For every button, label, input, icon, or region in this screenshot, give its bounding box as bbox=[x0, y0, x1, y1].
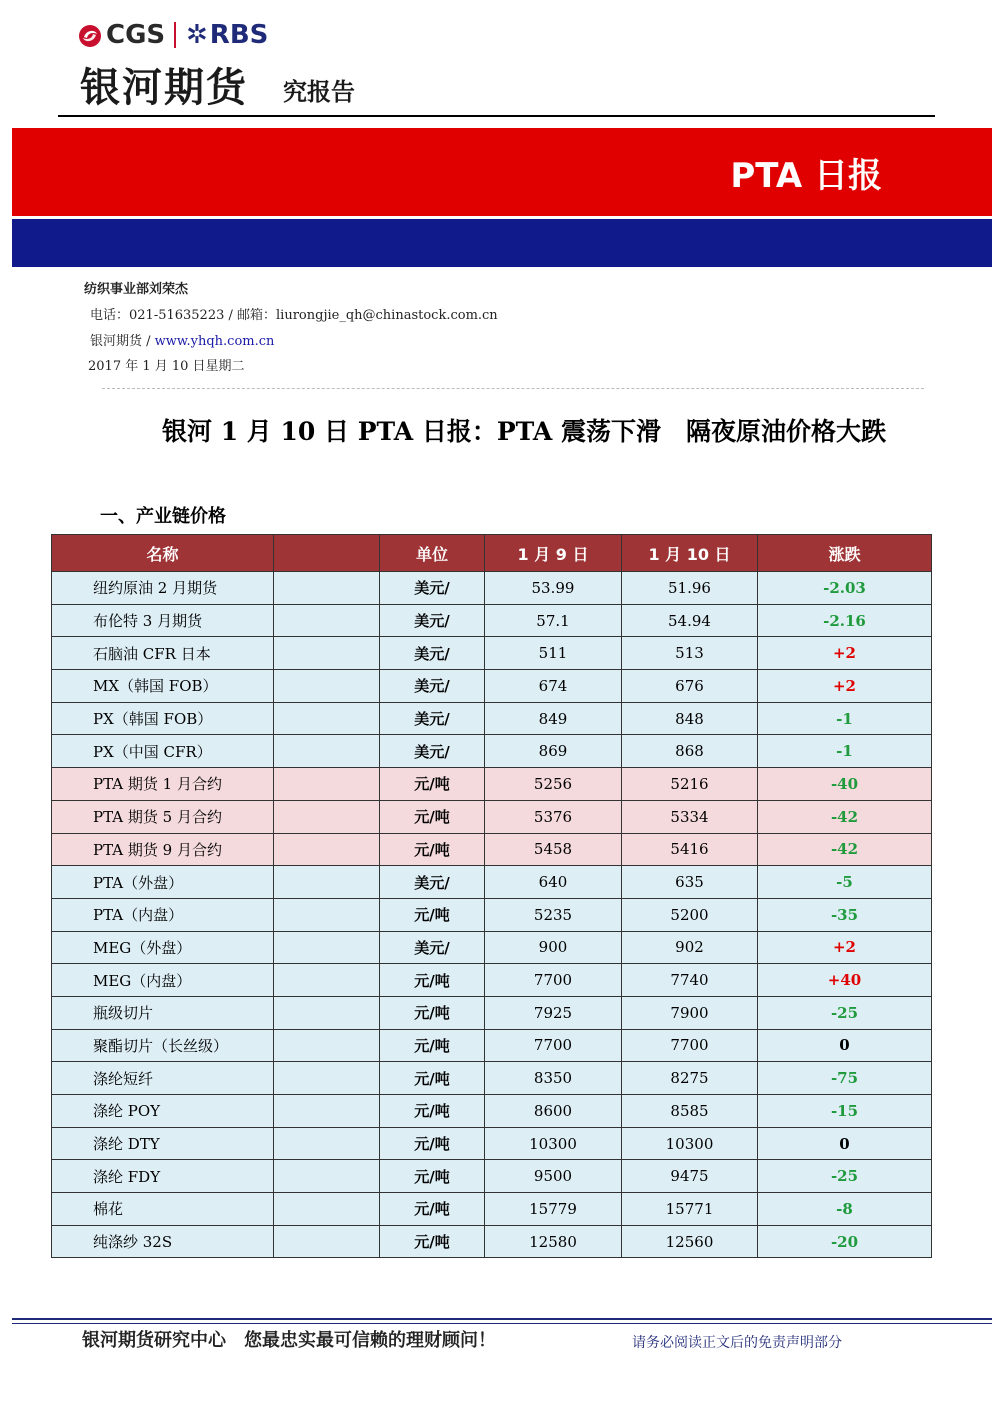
cell-jan9: 5376 bbox=[485, 800, 622, 833]
brand-rbs bbox=[186, 20, 268, 50]
cell-blank bbox=[274, 702, 380, 735]
cell-jan10: 7740 bbox=[622, 964, 758, 997]
cell-blank bbox=[274, 637, 380, 670]
cell-change: +2 bbox=[758, 637, 932, 670]
cell-change: -20 bbox=[758, 1225, 932, 1258]
cell-unit: 美元/ bbox=[380, 572, 485, 605]
cell-unit: 美元/ bbox=[380, 637, 485, 670]
cell-jan9: 900 bbox=[485, 931, 622, 964]
table-row bbox=[52, 866, 932, 899]
cell-blank bbox=[274, 572, 380, 605]
table-row bbox=[52, 1160, 932, 1193]
table-row bbox=[52, 1225, 932, 1258]
cell-jan10: 513 bbox=[622, 637, 758, 670]
cell-name: 纯涤纱 32S bbox=[52, 1225, 274, 1258]
cell-jan10: 5416 bbox=[622, 833, 758, 866]
cell-unit: 元/吨 bbox=[380, 1127, 485, 1160]
cell-jan10: 868 bbox=[622, 735, 758, 768]
cell-name: PX（中国 CFR） bbox=[52, 735, 274, 768]
report-date: 2017 年 1 月 10 日星期二 bbox=[88, 359, 245, 374]
cell-blank bbox=[274, 931, 380, 964]
cell-jan9: 15779 bbox=[485, 1193, 622, 1226]
cgs-swirl-icon bbox=[78, 24, 102, 48]
cell-change: -8 bbox=[758, 1193, 932, 1226]
cell-jan10: 10300 bbox=[622, 1127, 758, 1160]
cell-name: PX（韩国 FOB） bbox=[52, 702, 274, 735]
table-row bbox=[52, 768, 932, 801]
banner-blue-band bbox=[12, 219, 992, 267]
cell-jan10: 15771 bbox=[622, 1193, 758, 1226]
cell-jan10: 9475 bbox=[622, 1160, 758, 1193]
cell-jan9: 640 bbox=[485, 866, 622, 899]
cell-change: +40 bbox=[758, 964, 932, 997]
cell-blank bbox=[274, 898, 380, 931]
cell-change: -75 bbox=[758, 1062, 932, 1095]
cell-jan9: 7700 bbox=[485, 964, 622, 997]
cell-blank bbox=[274, 768, 380, 801]
cell-change: -5 bbox=[758, 866, 932, 899]
header-date2: 1 月 10 日 bbox=[622, 535, 758, 572]
footer-slogan: 银河期货研究中心 您最忠实最可信赖的理财顾问！ bbox=[82, 1330, 496, 1351]
footer-divider-thin bbox=[12, 1323, 992, 1324]
cell-name: PTA（外盘） bbox=[52, 866, 274, 899]
cell-change: -42 bbox=[758, 833, 932, 866]
table-row bbox=[52, 604, 932, 637]
report-title: 银河 1 月 10 日 PTA 日报：PTA 震荡下滑 隔夜原油价格大跌 bbox=[162, 417, 886, 446]
cell-jan9: 9500 bbox=[485, 1160, 622, 1193]
cell-blank bbox=[274, 964, 380, 997]
table-header-row bbox=[52, 535, 932, 572]
cell-jan9: 8350 bbox=[485, 1062, 622, 1095]
cell-jan9: 53.99 bbox=[485, 572, 622, 605]
cell-unit: 元/吨 bbox=[380, 898, 485, 931]
cell-change: +2 bbox=[758, 931, 932, 964]
cell-unit: 元/吨 bbox=[380, 996, 485, 1029]
cell-unit: 元/吨 bbox=[380, 964, 485, 997]
cell-name: 棉花 bbox=[52, 1193, 274, 1226]
cell-jan10: 54.94 bbox=[622, 604, 758, 637]
cell-blank bbox=[274, 1160, 380, 1193]
cell-unit: 元/吨 bbox=[380, 1225, 485, 1258]
table-row bbox=[52, 800, 932, 833]
cell-jan10: 848 bbox=[622, 702, 758, 735]
cell-unit: 美元/ bbox=[380, 702, 485, 735]
cell-jan9: 5256 bbox=[485, 768, 622, 801]
table-row bbox=[52, 1029, 932, 1062]
cell-name: 涤纶 FDY bbox=[52, 1160, 274, 1193]
author-contact: 电话：021-51635223 / 邮箱：liurongjie_qh@chinastock.com.cn bbox=[90, 308, 498, 323]
dashed-divider bbox=[102, 388, 924, 389]
cell-blank bbox=[274, 604, 380, 637]
cell-change: -25 bbox=[758, 1160, 932, 1193]
cell-unit: 元/吨 bbox=[380, 768, 485, 801]
cell-name: MEG（内盘） bbox=[52, 964, 274, 997]
cell-unit: 元/吨 bbox=[380, 1193, 485, 1226]
cell-change: -40 bbox=[758, 768, 932, 801]
section-heading: 一、产业链价格 bbox=[100, 506, 226, 527]
cell-jan10: 676 bbox=[622, 670, 758, 703]
table-row bbox=[52, 1193, 932, 1226]
cell-blank bbox=[274, 1062, 380, 1095]
header-unit: 单位 bbox=[380, 535, 485, 572]
cell-change: -15 bbox=[758, 1095, 932, 1128]
cell-unit: 元/吨 bbox=[380, 800, 485, 833]
table-row bbox=[52, 702, 932, 735]
cell-jan9: 8600 bbox=[485, 1095, 622, 1128]
cell-unit: 元/吨 bbox=[380, 1160, 485, 1193]
cell-name: 聚酯切片（长丝级） bbox=[52, 1029, 274, 1062]
cell-change: -42 bbox=[758, 800, 932, 833]
cell-unit: 美元/ bbox=[380, 931, 485, 964]
table-row bbox=[52, 1127, 932, 1160]
header-blank bbox=[274, 535, 380, 572]
cell-blank bbox=[274, 866, 380, 899]
cell-name: 涤纶短纤 bbox=[52, 1062, 274, 1095]
cell-change: -25 bbox=[758, 996, 932, 1029]
cell-jan9: 5458 bbox=[485, 833, 622, 866]
cell-blank bbox=[274, 1193, 380, 1226]
table-row bbox=[52, 735, 932, 768]
brand-cgs: CGS bbox=[106, 20, 166, 50]
cell-name: 瓶级切片 bbox=[52, 996, 274, 1029]
footer-disclaimer: 请务必阅读正文后的免责声明部分 bbox=[632, 1335, 842, 1351]
table-row bbox=[52, 964, 932, 997]
cell-change: -1 bbox=[758, 702, 932, 735]
cell-name: 石脑油 CFR 日本 bbox=[52, 637, 274, 670]
brand-separator bbox=[174, 22, 176, 48]
brand-rbs-text: RBS bbox=[209, 20, 269, 50]
cell-blank bbox=[274, 1127, 380, 1160]
author-department: 纺织事业部刘荣杰 bbox=[84, 282, 189, 297]
cell-jan9: 5235 bbox=[485, 898, 622, 931]
cell-jan10: 5216 bbox=[622, 768, 758, 801]
cell-name: 涤纶 POY bbox=[52, 1095, 274, 1128]
table-row bbox=[52, 996, 932, 1029]
cell-blank bbox=[274, 670, 380, 703]
cell-jan9: 10300 bbox=[485, 1127, 622, 1160]
header-divider bbox=[58, 115, 935, 117]
rbs-cross-icon: ✲ bbox=[186, 20, 208, 50]
cell-unit: 美元/ bbox=[380, 866, 485, 899]
cell-jan10: 12560 bbox=[622, 1225, 758, 1258]
cell-change: +2 bbox=[758, 670, 932, 703]
table-row bbox=[52, 1095, 932, 1128]
cell-name: PTA 期货 1 月合约 bbox=[52, 768, 274, 801]
cell-change: -1 bbox=[758, 735, 932, 768]
cell-name: 涤纶 DTY bbox=[52, 1127, 274, 1160]
cell-jan9: 12580 bbox=[485, 1225, 622, 1258]
cell-jan10: 635 bbox=[622, 866, 758, 899]
cell-jan9: 849 bbox=[485, 702, 622, 735]
cell-change: -35 bbox=[758, 898, 932, 931]
cell-jan10: 7900 bbox=[622, 996, 758, 1029]
cell-jan9: 869 bbox=[485, 735, 622, 768]
cell-unit: 元/吨 bbox=[380, 1095, 485, 1128]
cell-jan10: 51.96 bbox=[622, 572, 758, 605]
cell-blank bbox=[274, 1029, 380, 1062]
table-row bbox=[52, 670, 932, 703]
table-body bbox=[52, 572, 932, 1258]
cell-unit: 美元/ bbox=[380, 670, 485, 703]
header-name: 名称 bbox=[52, 535, 274, 572]
cell-name: 布伦特 3 月期货 bbox=[52, 604, 274, 637]
cell-change: -2.16 bbox=[758, 604, 932, 637]
cell-change: 0 bbox=[758, 1127, 932, 1160]
footer-divider-thick bbox=[12, 1318, 992, 1320]
cell-blank bbox=[274, 996, 380, 1029]
price-table bbox=[51, 534, 932, 1258]
cell-name: PTA 期货 5 月合约 bbox=[52, 800, 274, 833]
cell-change: 0 bbox=[758, 1029, 932, 1062]
cell-blank bbox=[274, 1225, 380, 1258]
cell-name: MX（韩国 FOB） bbox=[52, 670, 274, 703]
cell-change: -2.03 bbox=[758, 572, 932, 605]
cell-blank bbox=[274, 800, 380, 833]
cell-jan10: 7700 bbox=[622, 1029, 758, 1062]
cell-unit: 元/吨 bbox=[380, 1029, 485, 1062]
cell-unit: 美元/ bbox=[380, 604, 485, 637]
brand-chinese: 银河期货 bbox=[80, 65, 248, 111]
cell-jan10: 902 bbox=[622, 931, 758, 964]
brand-subtitle: 究报告 bbox=[283, 78, 355, 106]
cell-jan9: 57.1 bbox=[485, 604, 622, 637]
table-row bbox=[52, 572, 932, 605]
header-date1: 1 月 9 日 bbox=[485, 535, 622, 572]
cell-jan9: 7700 bbox=[485, 1029, 622, 1062]
table-row bbox=[52, 833, 932, 866]
banner-title: PTA 日报 bbox=[730, 156, 882, 196]
cell-jan10: 8585 bbox=[622, 1095, 758, 1128]
company-name: 银河期货 / bbox=[90, 334, 155, 349]
cell-blank bbox=[274, 1095, 380, 1128]
cell-jan9: 674 bbox=[485, 670, 622, 703]
cell-name: PTA 期货 9 月合约 bbox=[52, 833, 274, 866]
table-row bbox=[52, 898, 932, 931]
table-row bbox=[52, 1062, 932, 1095]
cell-name: 纽约原油 2 月期货 bbox=[52, 572, 274, 605]
cell-jan9: 7925 bbox=[485, 996, 622, 1029]
cell-unit: 美元/ bbox=[380, 735, 485, 768]
company-url-link[interactable]: www.yhqh.com.cn bbox=[154, 334, 275, 349]
cell-blank bbox=[274, 833, 380, 866]
cell-jan9: 511 bbox=[485, 637, 622, 670]
cell-unit: 元/吨 bbox=[380, 1062, 485, 1095]
cell-jan10: 8275 bbox=[622, 1062, 758, 1095]
table-row bbox=[52, 637, 932, 670]
header-change: 涨跌 bbox=[758, 535, 932, 572]
cell-unit: 元/吨 bbox=[380, 833, 485, 866]
cell-blank bbox=[274, 735, 380, 768]
cell-name: MEG（外盘） bbox=[52, 931, 274, 964]
cell-name: PTA（内盘） bbox=[52, 898, 274, 931]
cell-jan10: 5334 bbox=[622, 800, 758, 833]
table-row bbox=[52, 931, 932, 964]
company-web bbox=[90, 330, 274, 349]
cell-jan10: 5200 bbox=[622, 898, 758, 931]
